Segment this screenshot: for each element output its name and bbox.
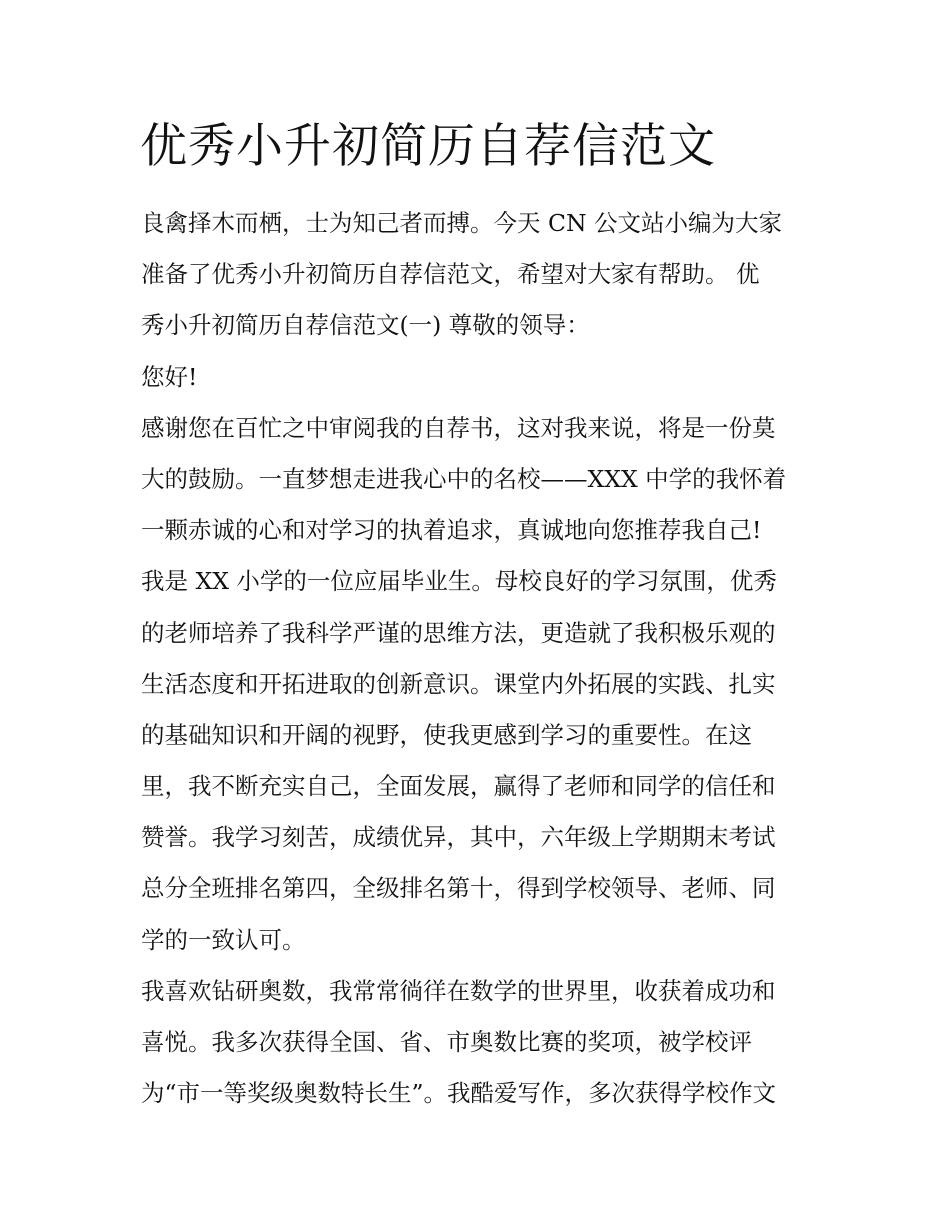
body-line: 感谢您在百忙之中审阅我的自荐书，这对我来说，将是一份莫 <box>141 413 776 442</box>
body-line: 大的鼓励。一直梦想走进我心中的名校——XXX 中学的我怀着 <box>141 464 787 493</box>
body-line: 喜悦。我多次获得全国、省、市奥数比赛的奖项，被学校评 <box>141 1028 752 1056</box>
body-line: 准备了优秀小升初简历自荐信范文，希望对大家有帮助。 优 <box>141 260 760 289</box>
body-line: 生活态度和开拓进取的创新意识。课堂内外拓展的实践、扎实 <box>141 669 776 698</box>
body-line: 秀小升初简历自荐信范文(一) 尊敬的领导： <box>141 311 590 340</box>
document-title: 优秀小升初简历自荐信范文 <box>140 119 716 174</box>
document-body <box>141 198 821 1119</box>
body-line: 良禽择木而栖，士为知己者而搏。今天 CN 公文站小编为大家 <box>141 209 782 237</box>
body-line: 赞誉。我学习刻苦，成绩优异，其中，六年级上学期期末考试 <box>141 823 776 852</box>
body-line: 我喜欢钻研奥数，我常常徜徉在数学的世界里，收获着成功和 <box>141 976 776 1005</box>
body-line: 一颗赤诚的心和对学习的执着追求，真诚地向您推荐我自己! <box>141 516 762 545</box>
body-line: 为“市一等奖级奥数特长生”。我酷爱写作，多次获得学校作文 <box>141 1079 777 1108</box>
body-line: 的老师培养了我科学严谨的思维方法，更造就了我积极乐观的 <box>141 618 776 647</box>
body-line: 您好! <box>141 362 198 391</box>
body-line: 我是 XX 小学的一位应届毕业生。母校良好的学习氛围，优秀 <box>141 567 777 596</box>
body-line: 总分全班排名第四，全级排名第十，得到学校领导、老师、同 <box>141 874 776 903</box>
body-line: 的基础知识和开阔的视野，使我更感到学习的重要性。在这 <box>141 720 752 749</box>
body-line: 里，我不断充实自己，全面发展，赢得了老师和同学的信任和 <box>141 772 776 801</box>
body-line: 学的一致认可。 <box>141 925 306 954</box>
